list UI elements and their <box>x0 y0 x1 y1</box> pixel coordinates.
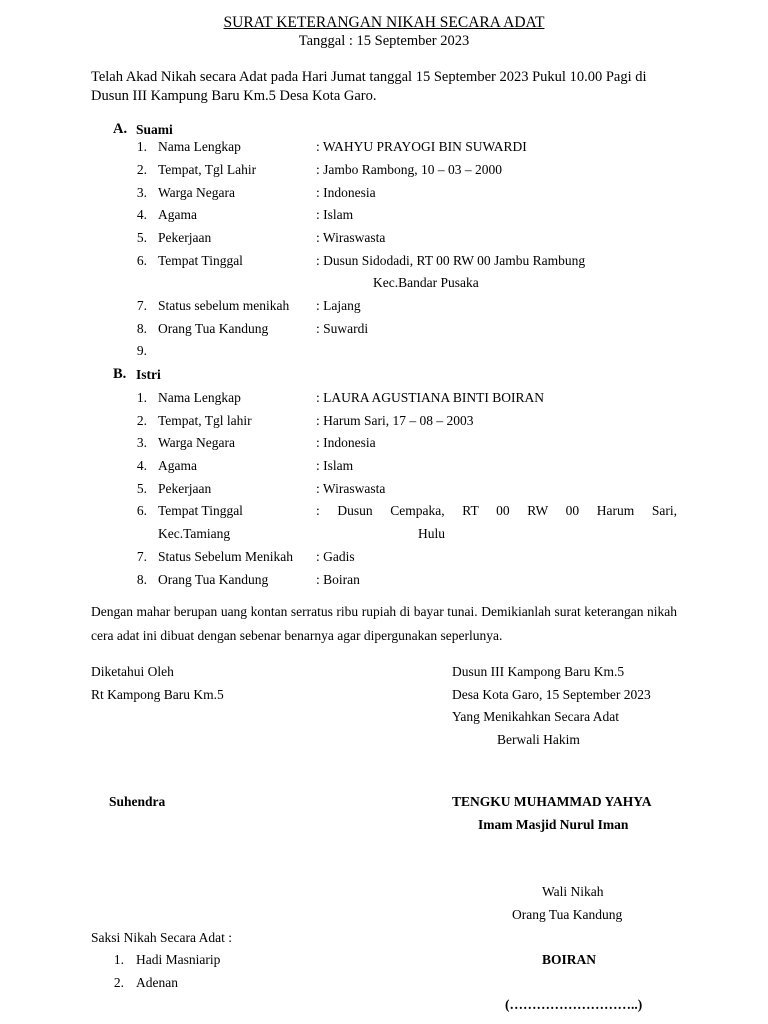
row-number: 3. <box>136 185 147 200</box>
field-value: : Gadis <box>316 549 355 564</box>
section-letter: B. <box>113 366 127 382</box>
witness-heading: Saksi Nikah Secara Adat : <box>91 930 232 945</box>
field-value-continued: Hulu <box>418 526 445 541</box>
intro-paragraph: Telah Akad Nikah secara Adat pada Hari Jumat tanggal 15 September 2023 Pukul 10.00 Pagi di Dusun III Kampung Baru Km.5 Desa Kota Garo. <box>91 69 647 104</box>
closing-paragraph: Dengan mahar berupan uang kontan serratus ribu rupiah di bayar tunai. Demikianlah surat keterangan nikah cera adat ini dibuat dengan sebenar benarnya agar dipergunakan seperlunya. <box>91 604 677 643</box>
field-value: : Harum Sari, 17 – 08 – 2003 <box>316 413 474 428</box>
row-number: 8. <box>136 321 147 336</box>
row-number: 1. <box>136 139 147 154</box>
field-value: : Wiraswasta <box>316 481 386 496</box>
field-label: Pekerjaan <box>158 481 212 496</box>
field-value: : LAURA AGUSTIANA BINTI BOIRAN <box>316 390 545 405</box>
row-number: 3. <box>136 435 147 450</box>
row-number: 7. <box>136 298 147 313</box>
officiant-label: Yang Menikahkan Secara Adat <box>452 709 619 724</box>
row-number: 9. <box>136 343 147 358</box>
field-label: Tempat Tinggal <box>158 253 243 268</box>
field-label: Warga Negara <box>158 185 235 200</box>
field-label-continued: Kec.Tamiang <box>158 526 231 541</box>
section-title: Istri <box>136 367 161 382</box>
field-label: Status Sebelum Menikah <box>158 549 293 564</box>
row-number: 7. <box>136 549 147 564</box>
field-value: : Islam <box>316 207 354 222</box>
section-title: Suami <box>136 122 173 137</box>
row-number: 1. <box>136 390 147 405</box>
field-value: : Wiraswasta <box>316 230 386 245</box>
field-label: Tempat Tinggal <box>158 503 243 518</box>
row-number: 5. <box>136 230 147 245</box>
witness-number: 2. <box>113 975 124 990</box>
rt-label: Rt Kampong Baru Km.5 <box>91 687 224 702</box>
field-value-continued: Kec.Bandar Pusaka <box>373 275 479 290</box>
row-number: 2. <box>136 413 147 428</box>
field-label: Orang Tua Kandung <box>158 321 269 336</box>
witness-number: 1. <box>113 952 124 967</box>
field-value: : Islam <box>316 458 354 473</box>
field-label: Agama <box>158 458 197 473</box>
field-value: : Boiran <box>316 572 360 587</box>
document-date: Tanggal : 15 September 2023 <box>298 33 470 49</box>
field-value: : Indonesia <box>316 435 376 450</box>
field-label: Orang Tua Kandung <box>158 572 269 587</box>
field-value: : Indonesia <box>316 185 376 200</box>
place-line: Dusun III Kampong Baru Km.5 <box>452 664 625 679</box>
document-title: SURAT KETERANGAN NIKAH SECARA ADAT <box>223 14 545 31</box>
field-label: Nama Lengkap <box>158 139 241 154</box>
row-number: 4. <box>136 458 147 473</box>
wali-relation: Orang Tua Kandung <box>512 907 623 922</box>
field-value: : Dusun Sidodadi, RT 00 RW 00 Jambu Rambung <box>316 253 586 268</box>
officiant-name: TENGKU MUHAMMAD YAHYA <box>452 794 652 809</box>
wali-label: Wali Nikah <box>542 884 604 899</box>
known-by-label: Diketahui Oleh <box>91 664 174 679</box>
officiant-position: Imam Masjid Nurul Iman <box>478 817 629 832</box>
row-number: 6. <box>136 503 147 518</box>
signature-placeholder: (………………………..) <box>505 997 643 1012</box>
row-number: 2. <box>136 162 147 177</box>
field-label: Pekerjaan <box>158 230 212 245</box>
field-value: : Suwardi <box>316 321 369 336</box>
signatory-name: Suhendra <box>109 794 166 809</box>
place-date-line: Desa Kota Garo, 15 September 2023 <box>452 687 651 702</box>
field-label: Tempat, Tgl lahir <box>158 413 252 428</box>
field-label: Nama Lengkap <box>158 390 241 405</box>
field-label: Warga Negara <box>158 435 235 450</box>
witness-name: Adenan <box>136 975 178 990</box>
row-number: 6. <box>136 253 147 268</box>
field-value: : WAHYU PRAYOGI BIN SUWARDI <box>316 139 527 154</box>
wali-name: BOIRAN <box>542 952 597 967</box>
field-label: Tempat, Tgl Lahir <box>158 162 257 177</box>
row-number: 8. <box>136 572 147 587</box>
section-letter: A. <box>113 121 128 137</box>
field-label: Status sebelum menikah <box>158 298 290 313</box>
field-value: : Lajang <box>316 298 361 313</box>
officiant-label-2: Berwali Hakim <box>497 732 580 747</box>
row-number: 5. <box>136 481 147 496</box>
row-number: 4. <box>136 207 147 222</box>
field-value: : Jambo Rambong, 10 – 03 – 2000 <box>316 162 502 177</box>
field-value: : Dusun Cempaka, RT 00 RW 00 Harum Sari, <box>316 503 677 518</box>
witness-name: Hadi Masniarip <box>136 952 221 967</box>
field-label: Agama <box>158 207 197 222</box>
